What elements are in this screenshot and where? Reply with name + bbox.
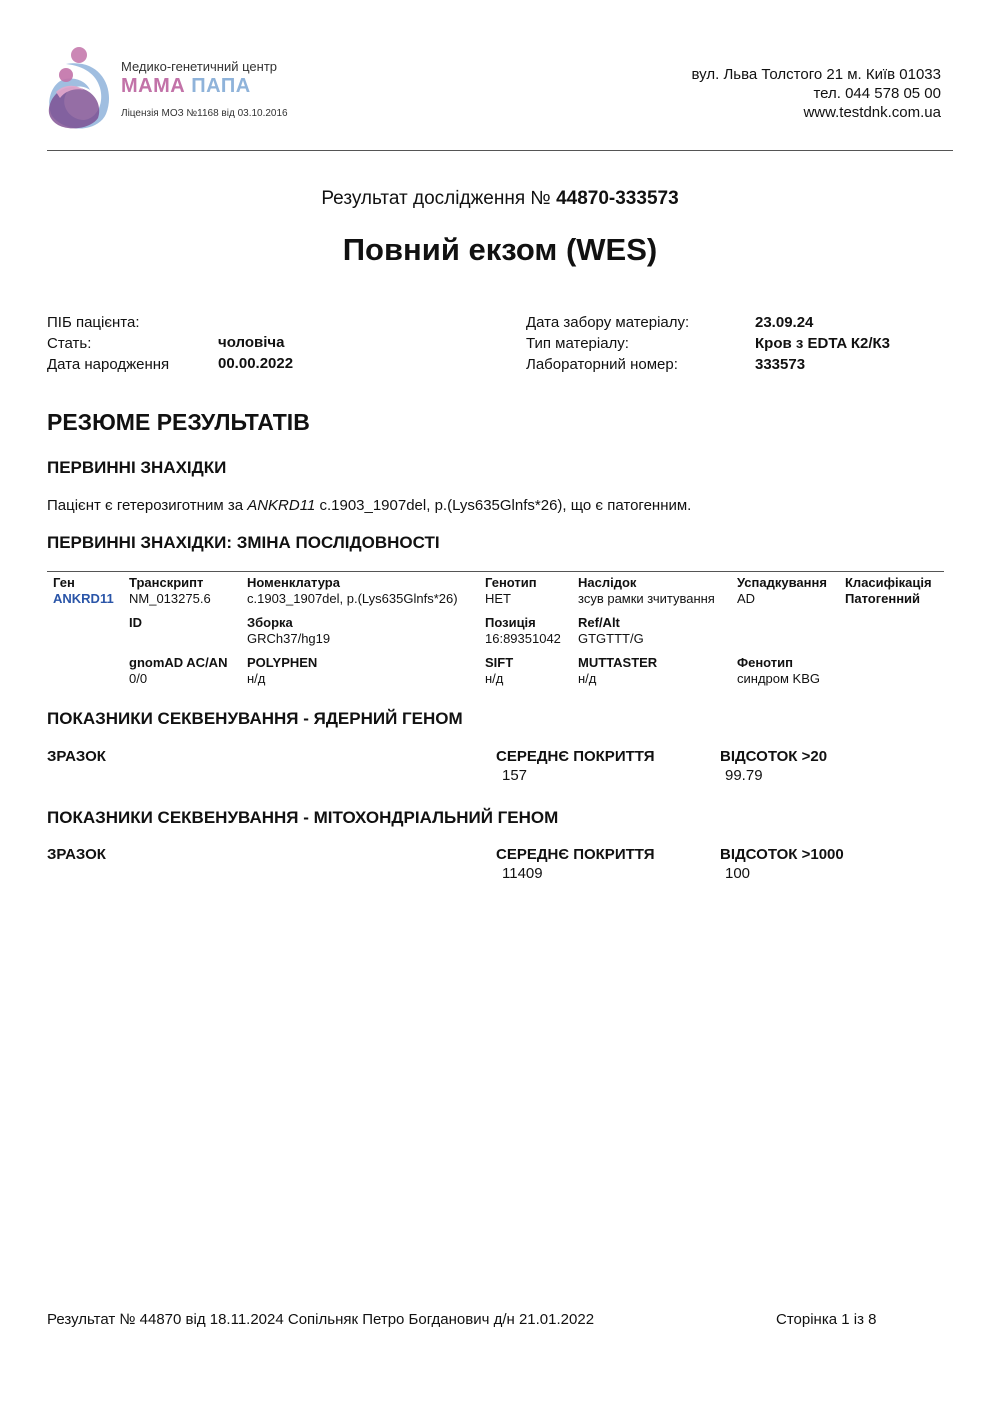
address: вул. Льва Толстого 21 м. Київ 01033	[691, 66, 941, 83]
mito-heading: ПОКАЗНИКИ СЕКВЕНУВАННЯ - МІТОХОНДРІАЛЬНИЙ ГЕНОМ	[47, 808, 559, 827]
dob-label: Дата народження	[47, 356, 170, 373]
nomenclature-cell	[247, 575, 458, 607]
summary-text-after: c.1903_1907del, p.(Lys635Glnfs*26), що є патогенним.	[315, 497, 692, 514]
genotype-cell	[485, 575, 537, 607]
phenotype-label: Фенотип	[737, 655, 794, 670]
assembly-cell	[247, 615, 330, 647]
inheritance-value: AD	[737, 591, 756, 606]
assembly-value: GRCh37/hg19	[247, 631, 331, 646]
muttaster-cell	[578, 655, 657, 687]
phenotype-cell	[737, 655, 820, 687]
id-cell	[129, 615, 142, 631]
polyphen-value: н/д	[247, 671, 266, 686]
position-label: Позиція	[485, 615, 536, 630]
consequence-label: Наслідок	[578, 575, 637, 590]
inheritance-label: Успадкування	[737, 575, 827, 590]
inheritance-cell	[737, 575, 827, 607]
brand-part2: ПАПА	[191, 75, 251, 97]
gnomad-label: gnomAD AC/AN	[129, 655, 228, 670]
sex-label: Стать:	[47, 335, 92, 352]
muttaster-label: MUTTASTER	[578, 655, 658, 670]
summary-gene: ANKRD11	[247, 497, 316, 514]
genotype-value: HET	[485, 591, 511, 606]
patient-info-values-left	[218, 332, 293, 374]
variant-heading: ПЕРВИННІ ЗНАХІДКИ: ЗМІНА ПОСЛІДОВНОСТІ	[47, 533, 440, 552]
variant-table	[47, 571, 944, 692]
result-number-line	[0, 188, 1000, 210]
genotype-label: Генотип	[485, 575, 537, 590]
mito-coverage-label: СЕРЕДНЄ ПОКРИТТЯ	[496, 846, 655, 863]
sift-value: н/д	[485, 671, 504, 686]
patient-info-labels-right	[526, 312, 689, 375]
material-type-value: Кров з EDTA К2/К3	[755, 335, 890, 352]
transcript-cell	[129, 575, 211, 607]
page-title: Повний екзом (WES)	[342, 232, 658, 267]
nuclear-heading: ПОКАЗНИКИ СЕКВЕНУВАННЯ - ЯДЕРНИЙ ГЕНОМ	[47, 709, 463, 728]
brand-name	[121, 75, 251, 98]
dob-value: 00.00.2022	[218, 355, 294, 372]
page-indicator: Сторінка 1 із 8	[776, 1311, 877, 1328]
patient-info-values-right	[755, 312, 890, 375]
refalt-value: GTGTTT/G	[578, 631, 644, 646]
summary-text	[47, 497, 691, 514]
classification-cell	[845, 575, 932, 607]
gnomad-value: 0/0	[129, 671, 148, 686]
footer-text: Результат № 44870 від 18.11.2024 Сопільняк Петро Богданович д/н 21.01.2022	[47, 1311, 595, 1328]
nomenclature-label: Номенклатура	[247, 575, 340, 590]
gene-link[interactable]: ANKRD11	[53, 591, 114, 606]
id-label: ID	[129, 615, 142, 630]
gnomad-cell	[129, 655, 227, 687]
position-cell	[485, 615, 561, 647]
sift-label: SIFT	[485, 655, 514, 670]
phone: тел. 044 578 05 00	[813, 85, 941, 102]
polyphen-label: POLYPHEN	[247, 655, 318, 670]
phenotype-value: синдром KBG	[737, 671, 820, 686]
patient-name-label: ПІБ пацієнта:	[47, 314, 140, 331]
nuclear-percent-value: 99.79	[725, 767, 763, 784]
consequence-cell	[578, 575, 715, 607]
patient-info-labels-left	[47, 312, 169, 375]
mito-percent-value: 100	[725, 865, 751, 882]
refalt-label: Ref/Alt	[578, 615, 620, 630]
muttaster-value: н/д	[578, 671, 597, 686]
classification-label: Класифікація	[845, 575, 932, 590]
brand-part1: МАМА	[121, 75, 186, 97]
transcript-value: NM_013275.6	[129, 591, 211, 606]
primary-findings-heading: ПЕРВИННІ ЗНАХІДКИ	[47, 458, 227, 477]
contact-block	[692, 65, 941, 122]
assembly-label: Зборка	[247, 615, 293, 630]
transcript-label: Транскрипт	[129, 575, 204, 590]
nuclear-percent-label: ВІДСОТОК >20	[720, 748, 828, 765]
mito-sample-label: ЗРАЗОК	[47, 846, 106, 863]
license-text: Ліцензія МОЗ №1168 від 03.10.2016	[121, 108, 288, 119]
material-type-label: Тип матеріалу:	[526, 335, 629, 352]
clinic-logo-icon	[46, 44, 116, 132]
result-number: 44870-333573	[556, 188, 679, 209]
gene-label: Ген	[53, 575, 75, 590]
nuclear-coverage-value: 157	[502, 767, 528, 784]
collection-date-value: 23.09.24	[755, 314, 814, 331]
gene-cell	[53, 575, 114, 607]
mito-percent-label: ВІДСОТОК >1000	[720, 846, 844, 863]
refalt-cell	[578, 615, 644, 647]
sift-cell	[485, 655, 513, 687]
header-divider	[47, 150, 953, 151]
collection-date-label: Дата забору матеріалу:	[526, 314, 690, 331]
nuclear-coverage-label: СЕРЕДНЄ ПОКРИТТЯ	[496, 748, 655, 765]
position-value: 16:89351042	[485, 631, 561, 646]
org-name: Медико-генетичний центр	[121, 59, 278, 74]
summary-heading: РЕЗЮМЕ РЕЗУЛЬТАТІВ	[47, 409, 310, 435]
lab-number-label: Лабораторний номер:	[526, 356, 678, 373]
consequence-value: зсув рамки зчитування	[578, 591, 715, 606]
sex-value: чоловіча	[218, 334, 285, 351]
result-prefix: Результат дослідження №	[321, 188, 551, 209]
lab-number-value: 333573	[755, 356, 806, 373]
mito-coverage-value: 11409	[502, 865, 543, 882]
summary-text-before: Пацієнт є гетерозиготним за	[47, 497, 248, 514]
polyphen-cell	[247, 655, 317, 687]
classification-value: Патогенний	[845, 591, 921, 606]
website-link[interactable]: www.testdnk.com.ua	[803, 104, 941, 121]
nuclear-sample-label: ЗРАЗОК	[47, 748, 106, 765]
nomenclature-value: c.1903_1907del, p.(Lys635Glnfs*26)	[247, 591, 458, 606]
